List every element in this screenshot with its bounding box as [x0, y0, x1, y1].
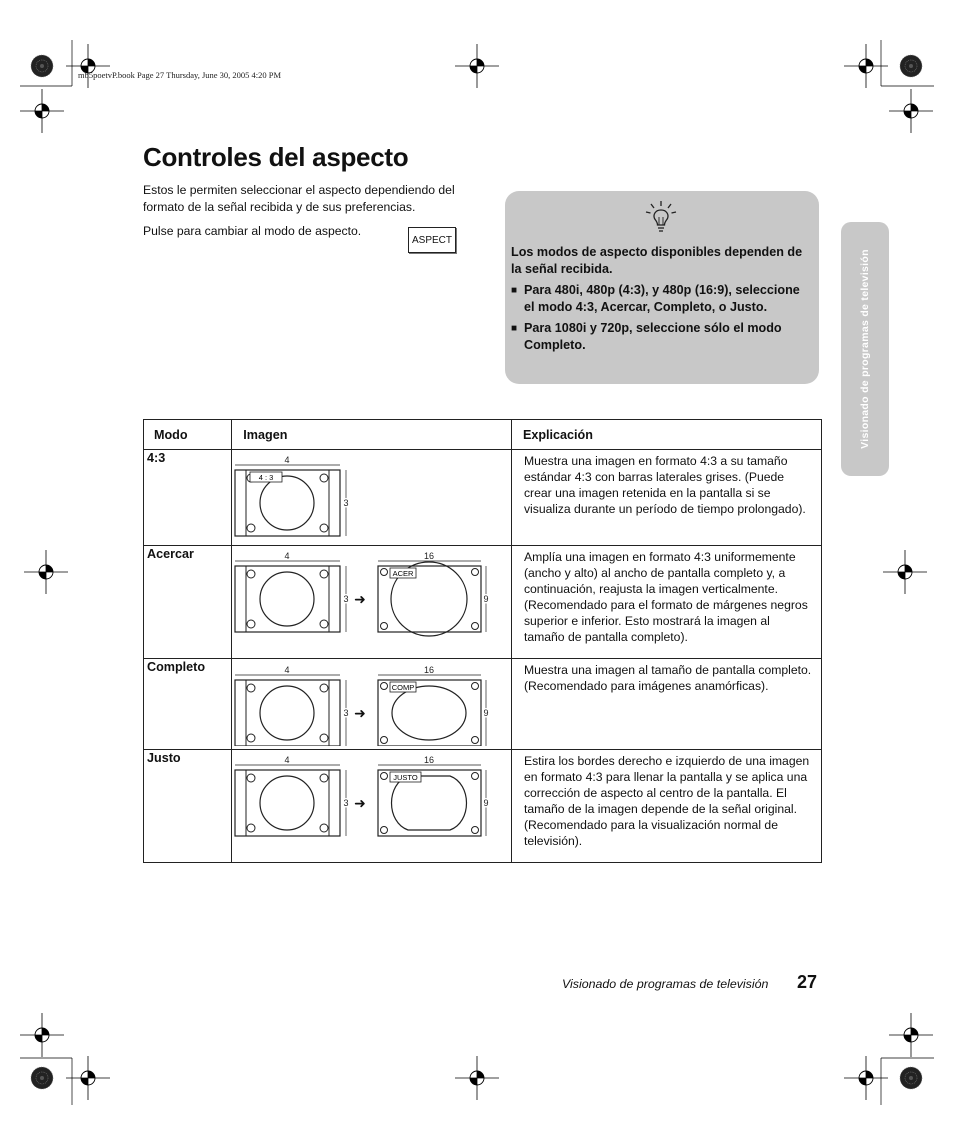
mode-explanation: Estira los bordes derecho e izquierdo de una imagen en formato 4:3 para llenar la pantalla y se aplica una corrección de aspecto al centro de la pantalla. El tamaño de la imagen depende de la señal original. (Recomendado para la visualización normal de televisión).	[523, 754, 810, 848]
arrow-right-icon: ➜	[354, 592, 367, 608]
arrow-right-icon: ➜	[354, 796, 367, 812]
arrow-right-icon: ➜	[354, 706, 367, 722]
aspect-button[interactable]: ASPECT	[408, 227, 456, 253]
tip-heading: Los modos de aspecto disponibles dependen de la señal recibida.	[511, 245, 803, 276]
instruction-text: Pulse para cambiar al modo de aspecto.	[143, 224, 362, 238]
column-header-mode: Modo	[144, 420, 232, 450]
width-dimension: 16	[424, 665, 435, 675]
tip-item	[511, 320, 806, 353]
lightbulb-icon	[645, 200, 677, 236]
mode-diagram	[232, 546, 512, 659]
tip-item-text: Para 480i, 480p (4:3), y 480p (16:9), seleccione el modo 4:3, Acercar, Completo, o Justo.	[524, 283, 800, 314]
bullet-square-icon: ■	[511, 323, 518, 334]
mode-name: 4:3	[147, 451, 166, 465]
height-dimension: 3	[343, 798, 349, 808]
mode-diagram	[232, 659, 512, 750]
height-dimension: 3	[343, 594, 349, 604]
bullet-square-icon: ■	[511, 285, 518, 296]
table-row	[144, 546, 822, 659]
column-header-explanation: Explicación	[511, 420, 821, 450]
mode-name: Acercar	[147, 547, 194, 561]
width-dimension: 4	[284, 665, 290, 675]
screen-4-3	[235, 770, 340, 836]
mode-label-text: COMP	[392, 683, 415, 692]
width-dimension: 4	[284, 755, 290, 765]
tip-item	[511, 282, 806, 315]
mode-explanation: Muestra una imagen al tamaño de pantalla completo. (Recomendado para imágenes anamórficas).	[523, 663, 812, 693]
height-dimension: 9	[483, 798, 489, 808]
page-title: Controles del aspecto	[143, 142, 409, 172]
screen-4-3	[235, 680, 340, 746]
mode-label-text: JUSTO	[393, 773, 419, 782]
mode-name: Completo	[147, 660, 206, 674]
mode-explanation: Amplía una imagen en formato 4:3 uniformemente (ancho y alto) al ancho de pantalla completo y, a continuación, reajusta la imagen verticalmente. (Recomendado para el formato de márgenes negros superior e inferior. Esto mostrará la imagen al tamaño de pantalla completo).	[523, 550, 808, 644]
intro-text: Estos le permiten seleccionar el aspecto dependiendo del formato de la señal recibida y de sus preferencias.	[143, 183, 455, 214]
side-tab-label: Visionado de programas de televisión	[859, 249, 872, 449]
table-row	[144, 659, 822, 750]
column-header-image: Imagen	[232, 420, 512, 450]
mode-diagram	[232, 450, 512, 546]
mode-name: Justo	[147, 751, 181, 765]
tip-item-text: Para 1080i y 720p, seleccione sólo el modo Completo.	[524, 321, 782, 352]
table-row	[144, 450, 822, 546]
height-dimension: 3	[343, 498, 349, 508]
table-row	[144, 750, 822, 863]
footer-section-name: Visionado de programas de televisión	[562, 977, 769, 991]
width-dimension: 4	[284, 551, 290, 561]
mode-explanation: Muestra una imagen en formato 4:3 a su tamaño estándar 4:3 con barras laterales grises. (Puede crear una imagen retenida en la pantalla si se visualiza durante un período de tiempo prolongado).	[523, 454, 806, 516]
table-header-row	[144, 420, 822, 450]
print-header-meta: mb5poetvP.book Page 27 Thursday, June 30, 2005 4:20 PM	[78, 70, 282, 80]
width-dimension: 16	[424, 551, 435, 561]
mode-diagram	[232, 750, 512, 863]
width-dimension: 4	[284, 455, 290, 465]
tip-content	[511, 244, 806, 353]
page-number: 27	[797, 972, 818, 992]
mode-label-text: ACER	[392, 569, 414, 578]
aspect-modes-table	[143, 419, 822, 863]
height-dimension: 3	[343, 708, 349, 718]
screen-4-3	[235, 566, 340, 632]
mode-label-text: 4 : 3	[259, 473, 274, 482]
height-dimension: 9	[483, 708, 489, 718]
width-dimension: 16	[424, 755, 435, 765]
height-dimension: 9	[483, 594, 489, 604]
